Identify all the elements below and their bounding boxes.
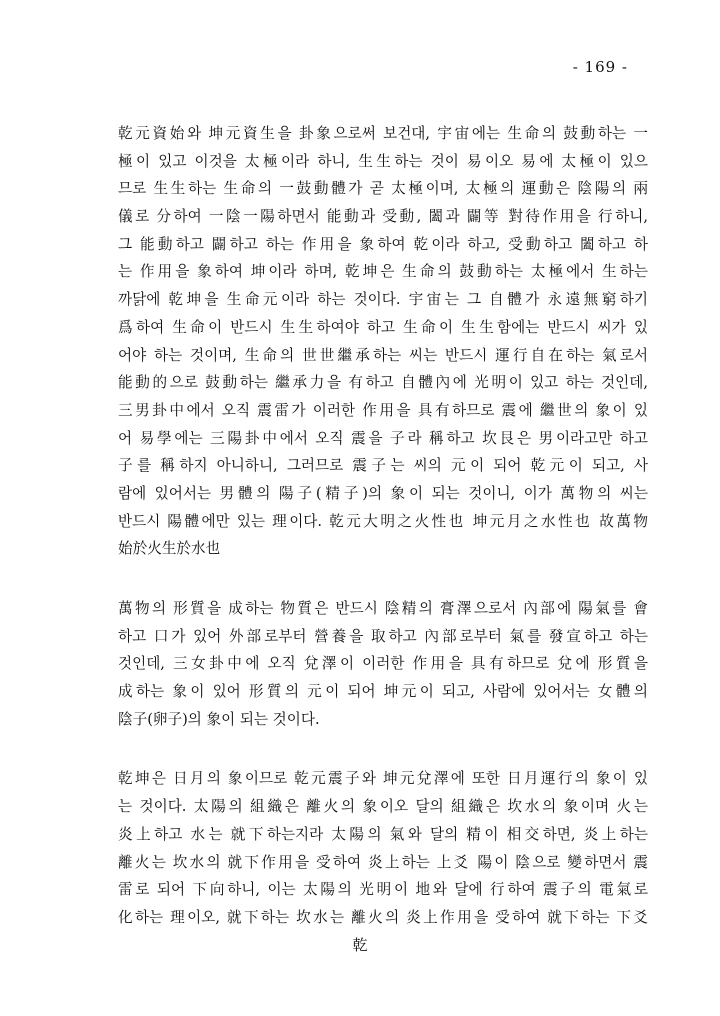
text-line: 乾元資始와 坤元資生을 卦象으로써 보건대, 宇宙에는 生命의 鼓動하는 一 — [118, 125, 648, 142]
body-text — [118, 120, 648, 932]
text-line: 어야 하는 것이며, 生命의 世世繼承하는 씨는 반드시 運行自在하는 氣로서 — [118, 346, 648, 364]
text-line: 반드시 陽體에만 있는 理이다. 乾元大明之火性也 坤元月之水性也 故萬物 — [118, 512, 648, 530]
text-line: 람에 있어서는 男體의 陽子(精子)의 象이 되는 것이니, 이가 萬物의 씨는 — [118, 484, 648, 502]
text-line: 炎上하고 水는 就下하는지라 太陽의 氣와 달의 精이 相交하면, 炎上하는 — [118, 825, 648, 843]
text-line: 乾坤은 日月의 象이므로 乾元震子와 坤元兌澤에 또한 日月運行의 象이 있 — [118, 770, 648, 788]
text-line: 그 能動하고 闢하고 하는 作用을 象하여 乾이라 하고, 受動하고 闔하고 하 — [118, 235, 648, 253]
text-line: 成하는 象이 있어 形質의 元이 되어 坤元이 되고, 사람에 있어서는 女體의 — [118, 683, 648, 701]
text-line: 는 것이다. 太陽의 組織은 離火의 象이오 달의 組織은 坎水의 象이며 火는 — [118, 798, 648, 816]
text-line: 子를 稱하지 아니하니, 그러므로 震子는 씨의 元이 되어 乾元이 되고, 사 — [118, 457, 648, 475]
text-line: 能動的으로 鼓動하는 繼承力을 有하고 自體內에 光明이 있고 하는 것인데, — [118, 374, 648, 392]
text-line: 므로 生生하는 生命의 一鼓動體가 곧 太極이며, 太極의 運動은 陰陽의 兩 — [118, 180, 648, 198]
paragraph-1 — [118, 120, 648, 563]
page-number: - 169 - — [572, 58, 628, 76]
text-line: 離火는 坎水의 就下作用을 受하여 炎上하는 上爻 陽이 陰으로 變하면서 震 — [118, 853, 648, 871]
text-line: 어 易學에는 三陽卦中에서 오직 震을 子라 稱하고 坎艮은 男이라고만 하고 — [118, 429, 648, 447]
paragraph-2 — [118, 595, 648, 733]
text-line: 陰子(卵子)의 象이 되는 것이다. — [118, 710, 320, 728]
text-line: 三男卦中에서 오직 震雷가 이러한 作用을 具有하므로 震에 繼世의 象이 있 — [118, 401, 648, 419]
text-line: 儀로 分하여 一陰一陽하면서 能動과 受動, 闔과 闢等 對待作用을 行하니, — [118, 208, 648, 226]
text-line: 爲하여 生命이 반드시 生生하여야 하고 生命이 生生함에는 반드시 씨가 있 — [118, 318, 648, 336]
text-line: 雷로 되어 下向하니, 이는 太陽의 光明이 地와 달에 行하여 震子의 電氣로 — [118, 881, 648, 899]
footer-chapter-mark: 乾 — [352, 936, 368, 954]
text-line: 까닭에 乾坤을 生命元이라 하는 것이다. 宇宙는 그 自體가 永遠無窮하기 — [118, 291, 648, 309]
paragraph-3 — [118, 765, 648, 931]
text-line: 極이 있고 이것을 太極이라 하니, 生生하는 것이 易이오 易에 太極이 있으 — [118, 152, 648, 170]
text-line: 는 作用을 象하여 坤이라 하며, 乾坤은 生命의 鼓動하는 太極에서 生하는 — [118, 263, 648, 281]
text-line: 것인데, 三女卦中에 오직 兌澤이 이러한 作用을 具有하므로 兌에 形質을 — [118, 655, 648, 673]
text-line: 化하는 理이오, 就下하는 坎水는 離火의 炎上作用을 受하여 就下하는 下爻 — [118, 908, 648, 926]
text-line: 萬物의 形質을 成하는 物質은 반드시 陰精의 膏澤으로서 內部에 陽氣를 會 — [118, 600, 648, 617]
text-line: 하고 口가 있어 外部로부터 營養을 取하고 內部로부터 氣를 發宣하고 하는 — [118, 627, 648, 645]
text-line: 始於火生於水也 — [118, 540, 221, 558]
